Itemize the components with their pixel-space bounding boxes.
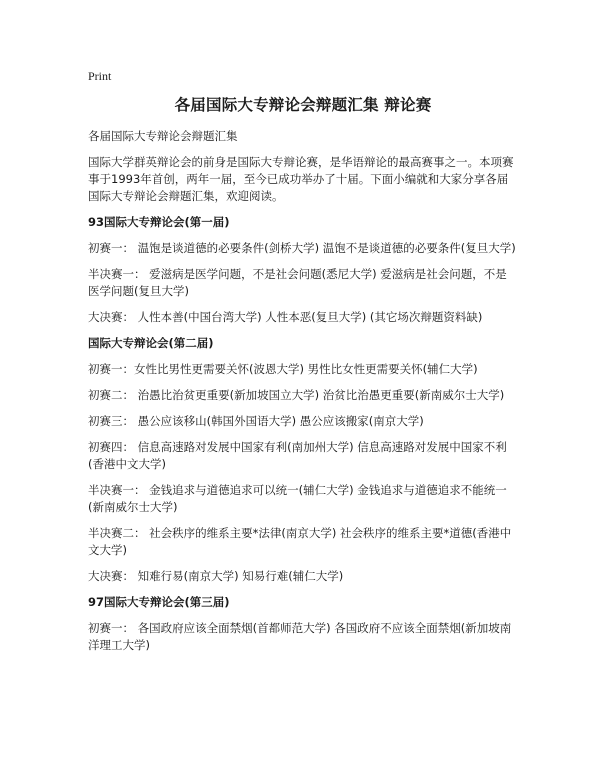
match-item: 大决赛： 人性本善(中国台湾大学) 人性本恶(复旦大学) (其它场次辩题资料缺) xyxy=(88,310,483,324)
match-item: 初赛一： 温饱是谈道德的必要条件(剑桥大学) 温饱不是谈道德的必要条件(复旦大学) xyxy=(88,241,516,255)
match-item: 初赛四： 信息高速路对发展中国家有利(南加州大学) 信息高速路对发展中国家不利(香港中文大学) xyxy=(88,440,507,471)
match-item: 初赛一：女性比男性更需要关怀(波恩大学) 男性比女性更需要关怀(辅仁大学) xyxy=(88,362,478,376)
match-item: 初赛一： 各国政府应该全面禁烟(首都师范大学) 各国政府不应该全面禁烟(新加坡南洋理工大学) xyxy=(88,621,512,652)
page-title: 各届国际大专辩论会辩题汇集 辩论赛 xyxy=(174,96,432,114)
match-item: 半决赛二： 社会秩序的维系主要*法律(南京大学) 社会秩序的维系主要*道德(香港中文大学) xyxy=(88,526,512,557)
document-page xyxy=(88,68,518,663)
subtitle: 各届国际大专辩论会辩题汇集 xyxy=(88,129,238,143)
match-item: 初赛二： 治愚比治贫更重要(新加坡国立大学) 治贫比治愚更重要(新南威尔士大学) xyxy=(88,388,505,402)
section-heading-1: 93国际大专辩论会(第一届) xyxy=(88,215,230,229)
intro-paragraph: 国际大学群英辩论会的前身是国际大专辩论赛，是华语辩论的最高赛事之一。本项赛事于1993年首创，两年一届，至今已成功举办了十届。下面小编就和大家分享各届国际大专辩论会辩题汇集，欢迎阅读。 xyxy=(88,155,514,203)
match-item: 大决赛： 知难行易(南京大学) 知易行难(辅仁大学) xyxy=(88,569,344,583)
section-heading-2: 国际大专辩论会(第二届) xyxy=(88,336,214,350)
section-heading-3: 97国际大专辩论会(第三届) xyxy=(88,595,230,609)
match-item: 初赛三： 愚公应该移山(韩国外国语大学) 愚公应该搬家(南京大学) xyxy=(88,414,424,428)
match-item: 半决赛一： 爱滋病是医学问题，不是社会问题(悉尼大学) 爱滋病是社会问题，不是医学问题(复旦大学) xyxy=(88,267,507,298)
match-item: 半决赛一： 金钱追求与道德追求可以统一(辅仁大学) 金钱追求与道德追求不能统一(新南威尔士大学) xyxy=(88,483,507,514)
print-label: Print xyxy=(88,69,112,83)
